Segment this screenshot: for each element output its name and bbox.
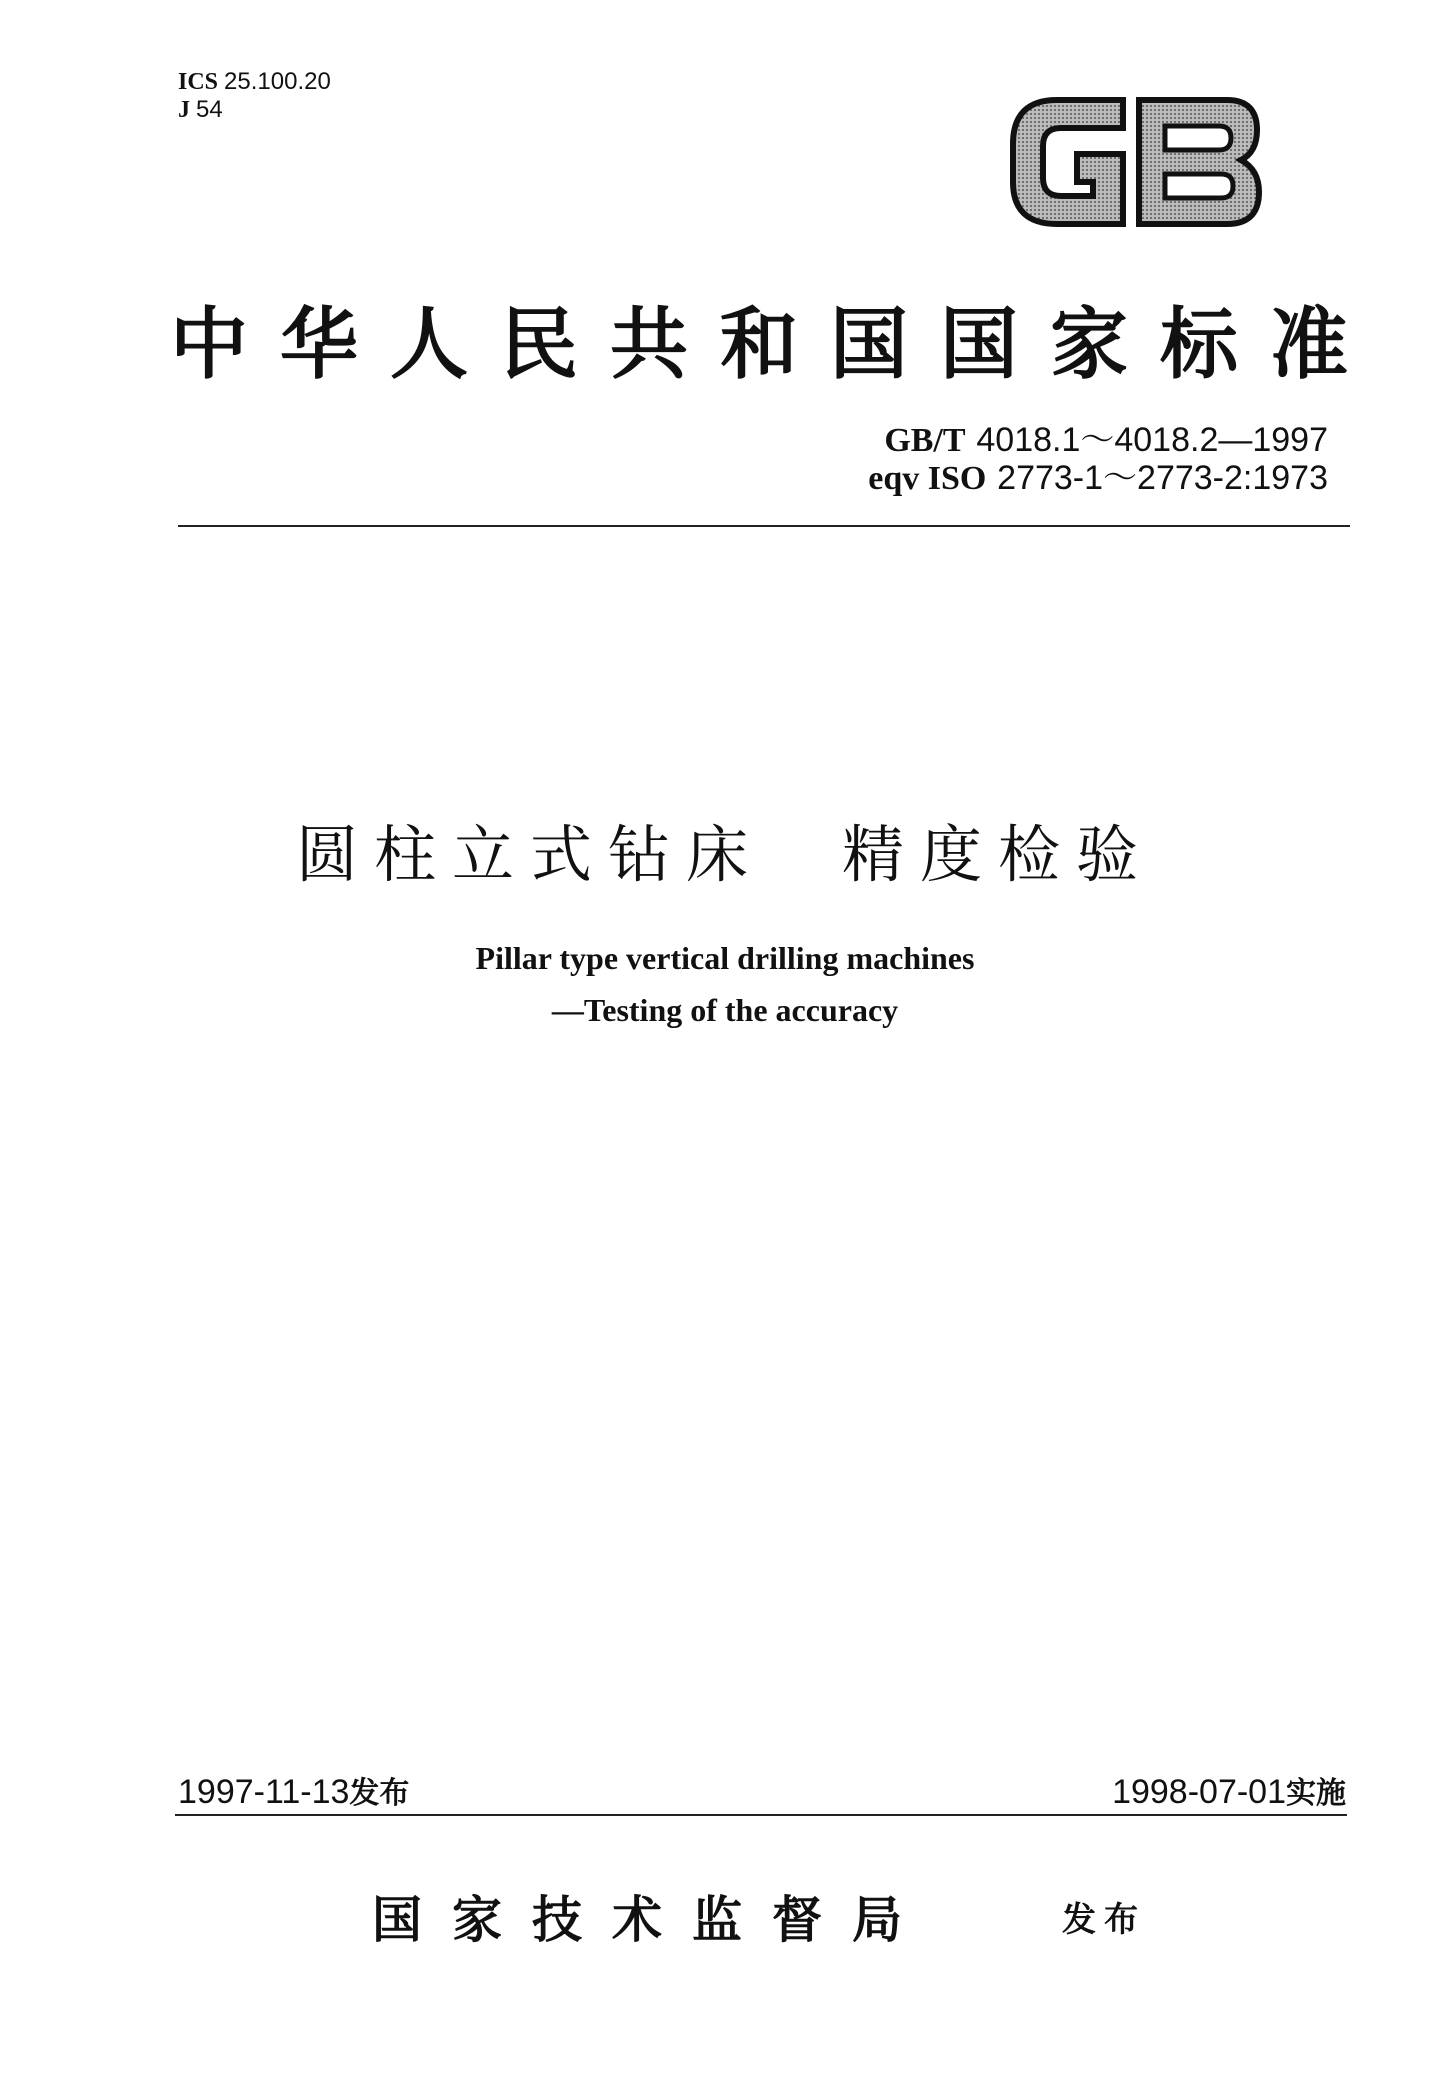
eqv-number: 2773-1～2773-2:1973 [997, 459, 1328, 497]
effective-label: 实施 [1286, 1776, 1346, 1811]
effective-date: 1998-07-01 [1112, 1773, 1286, 1811]
title-english-line2: —Testing of the accuracy [551, 992, 899, 1028]
standard-heading: 中华人民共和国国家标准 [170, 300, 1381, 390]
title-chinese: 圆柱立式钻床 精度检验 [295, 818, 1154, 891]
ics-block [178, 68, 331, 124]
issue-date: 1997-11-13 [178, 1773, 350, 1811]
issue-date-block [178, 1768, 409, 1812]
title-english-line1: Pillar type vertical drilling machines [475, 940, 975, 976]
bottom-divider [175, 1814, 1347, 1816]
issue-label: 发布 [349, 1776, 410, 1811]
publish-word: 发布 [1062, 1900, 1146, 1940]
gb-logo-icon [1005, 92, 1265, 232]
ics-code: 25.100.20 [224, 68, 331, 95]
eqv-prefix: eqv ISO [868, 460, 987, 497]
publisher-name: 国家技术监督局 [372, 1891, 932, 1949]
gb-number: 4018.1～4018.2—1997 [976, 421, 1328, 459]
ics-label: ICS [178, 69, 219, 95]
ccs-line [178, 96, 331, 124]
effective-date-block [1112, 1768, 1346, 1812]
ccs-code: 54 [196, 96, 223, 123]
ics-line [178, 68, 331, 96]
gb-code-line [884, 420, 1328, 461]
top-divider [178, 525, 1350, 527]
eqv-code-line [868, 458, 1328, 499]
ccs-label: J [178, 97, 190, 123]
gb-prefix: GB/T [884, 422, 966, 459]
